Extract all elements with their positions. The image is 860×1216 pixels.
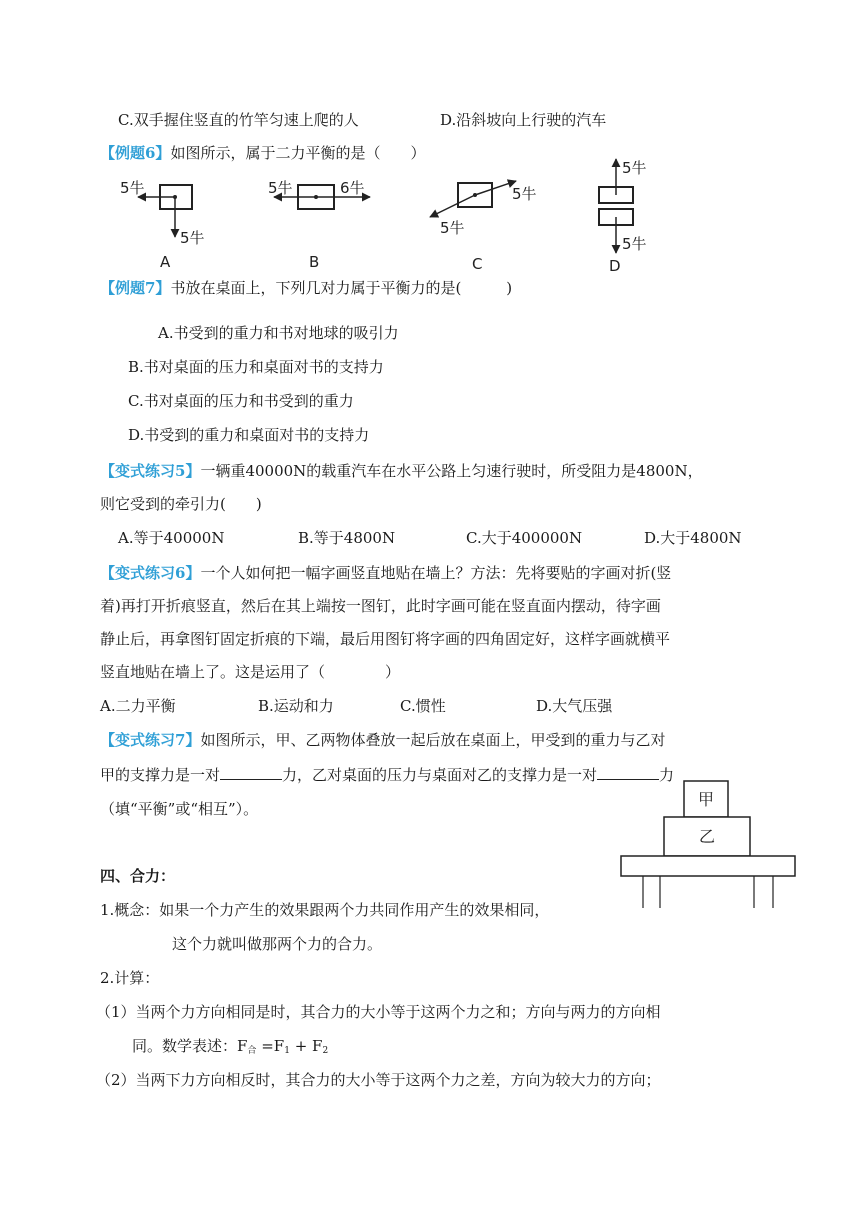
variant-5-tag: 【变式练习5】 (100, 462, 201, 480)
figure-b-force-1: 5牛 (268, 179, 293, 197)
variant-6 (100, 563, 671, 583)
rule-2-line: （2）当两下力方向相反时，其合力的大小等于这两个力之差，方向为较大力的方向； (96, 1071, 661, 1089)
figure-b-label: B (309, 253, 320, 271)
example-7-option-b: B.书对桌面的压力和桌面对书的支持力 (128, 358, 384, 376)
figure-d (599, 159, 647, 275)
rule-1-formula (132, 1036, 328, 1061)
formula-sub-1: 1 (284, 1046, 290, 1056)
example-6-figures (0, 155, 860, 275)
figure-d-force-1: 5牛 (622, 159, 647, 177)
example-7 (100, 278, 512, 298)
variant-6-option-b: B.运动和力 (258, 697, 334, 715)
variant-6-tag: 【变式练习6】 (100, 564, 201, 582)
figure-c (430, 181, 537, 273)
figure-b (268, 179, 370, 271)
figure-c-label: C (472, 255, 483, 273)
variant-7-line-3: （填“平衡”或“相互”）。 (100, 800, 259, 818)
variant-6-line-4: 竖直地贴在墙上了。这是运用了（ ） (100, 663, 401, 681)
figure-c-force-1: 5牛 (512, 185, 537, 203)
prev-option-c: C.双手握住竖直的竹竿匀速上爬的人 (118, 111, 359, 129)
variant-5-line-2: 则它受到的牵引力( ) (100, 495, 262, 513)
example-7-tag: 【例题7】 (100, 279, 171, 297)
variant-5-line-1: 一辆重40000N的载重汽车在水平公路上匀速行驶时，所受阻力是4800N， (200, 462, 703, 480)
block-jia-label: 甲 (697, 790, 715, 809)
section-4-heading: 四、合力： (100, 867, 176, 885)
example-7-option-a: A.书受到的重力和书对地球的吸引力 (158, 324, 399, 342)
block-yi-label: 乙 (698, 827, 716, 846)
table-top (621, 856, 795, 876)
formula-sub-2: 2 (322, 1046, 329, 1056)
figure-c-force-2: 5牛 (440, 219, 465, 237)
variant-6-line-1: 一个人如何把一幅字画竖直地贴在墙上？方法：先将要贴的字画对折(竖 (200, 564, 672, 582)
answer-blank-1[interactable] (220, 764, 282, 780)
concept-line-1: 1.概念：如果一个力产生的效果跟两个力共同作用产生的效果相同， (100, 901, 550, 919)
variant-6-option-d: D.大气压强 (536, 697, 613, 715)
variant-5-option-d: D.大于4800N (644, 529, 742, 547)
figure-b-force-2: 6牛 (340, 179, 365, 197)
variant-5 (100, 461, 703, 481)
variant-6-option-a: A.二力平衡 (100, 697, 176, 715)
figure-a-force-2: 5牛 (180, 229, 205, 247)
example-7-option-c: C.书对桌面的压力和书受到的重力 (128, 392, 354, 410)
variant-7-line-2-c: 力 (659, 766, 675, 784)
variant-6-line-2: 着)再打开折痕竖直，然后在其上端按一图钉，此时字画可能在竖直面内摆动，待字画 (100, 597, 661, 615)
stacked-blocks-figure (618, 778, 798, 908)
formula-mid: =F (256, 1037, 285, 1055)
figure-d-label: D (609, 257, 621, 275)
example-7-text: 书放在桌面上，下列几对力属于平衡力的是( ) (170, 279, 513, 297)
formula-sub-he: 合 (247, 1046, 257, 1056)
variant-5-option-b: B.等于4800N (298, 529, 396, 547)
rule-1-line-1: （1）当两个力方向相同是时，其合力的大小等于这两个力之和；方向与两力的方向相 (96, 1003, 661, 1021)
example-6-tag: 【例题6】 (100, 144, 171, 162)
figure-d-force-2: 5牛 (622, 235, 647, 253)
concept-line-2: 这个力就叫做那两个力的合力。 (172, 935, 383, 953)
variant-6-line-3: 静止后，再拿图钉固定折痕的下端，最后用图钉将字画的四角固定好，这样字画就横平 (100, 630, 671, 648)
variant-5-option-a: A.等于40000N (118, 529, 225, 547)
variant-7-line-2-b: 力，乙对桌面的压力与桌面对乙的支撑力是一对 (282, 766, 598, 784)
variant-5-option-c: C.大于400000N (466, 529, 583, 547)
figure-a-force-1: 5牛 (120, 179, 145, 197)
calc-heading: 2.计算： (100, 969, 160, 987)
figure-a (120, 179, 205, 271)
example-7-option-d: D.书受到的重力和桌面对书的支持力 (128, 426, 370, 444)
prev-option-d: D.沿斜坡向上行驶的汽车 (440, 111, 607, 129)
variant-7-line-1: 如图所示，甲、乙两物体叠放一起后放在桌面上，甲受到的重力与乙对 (200, 731, 666, 749)
variant-7-line-2-a: 甲的支撑力是一对 (100, 766, 221, 784)
formula-plus: + F (289, 1037, 323, 1055)
variant-6-option-c: C.惯性 (400, 697, 446, 715)
formula-prefix: 同。数学表述：F (132, 1037, 248, 1055)
variant-7 (100, 730, 665, 750)
example-6-text: 如图所示，属于二力平衡的是（ ） (170, 144, 426, 162)
figure-a-label: A (160, 253, 171, 271)
variant-7-tag: 【变式练习7】 (100, 731, 201, 749)
variant-7-line-2 (100, 764, 674, 785)
